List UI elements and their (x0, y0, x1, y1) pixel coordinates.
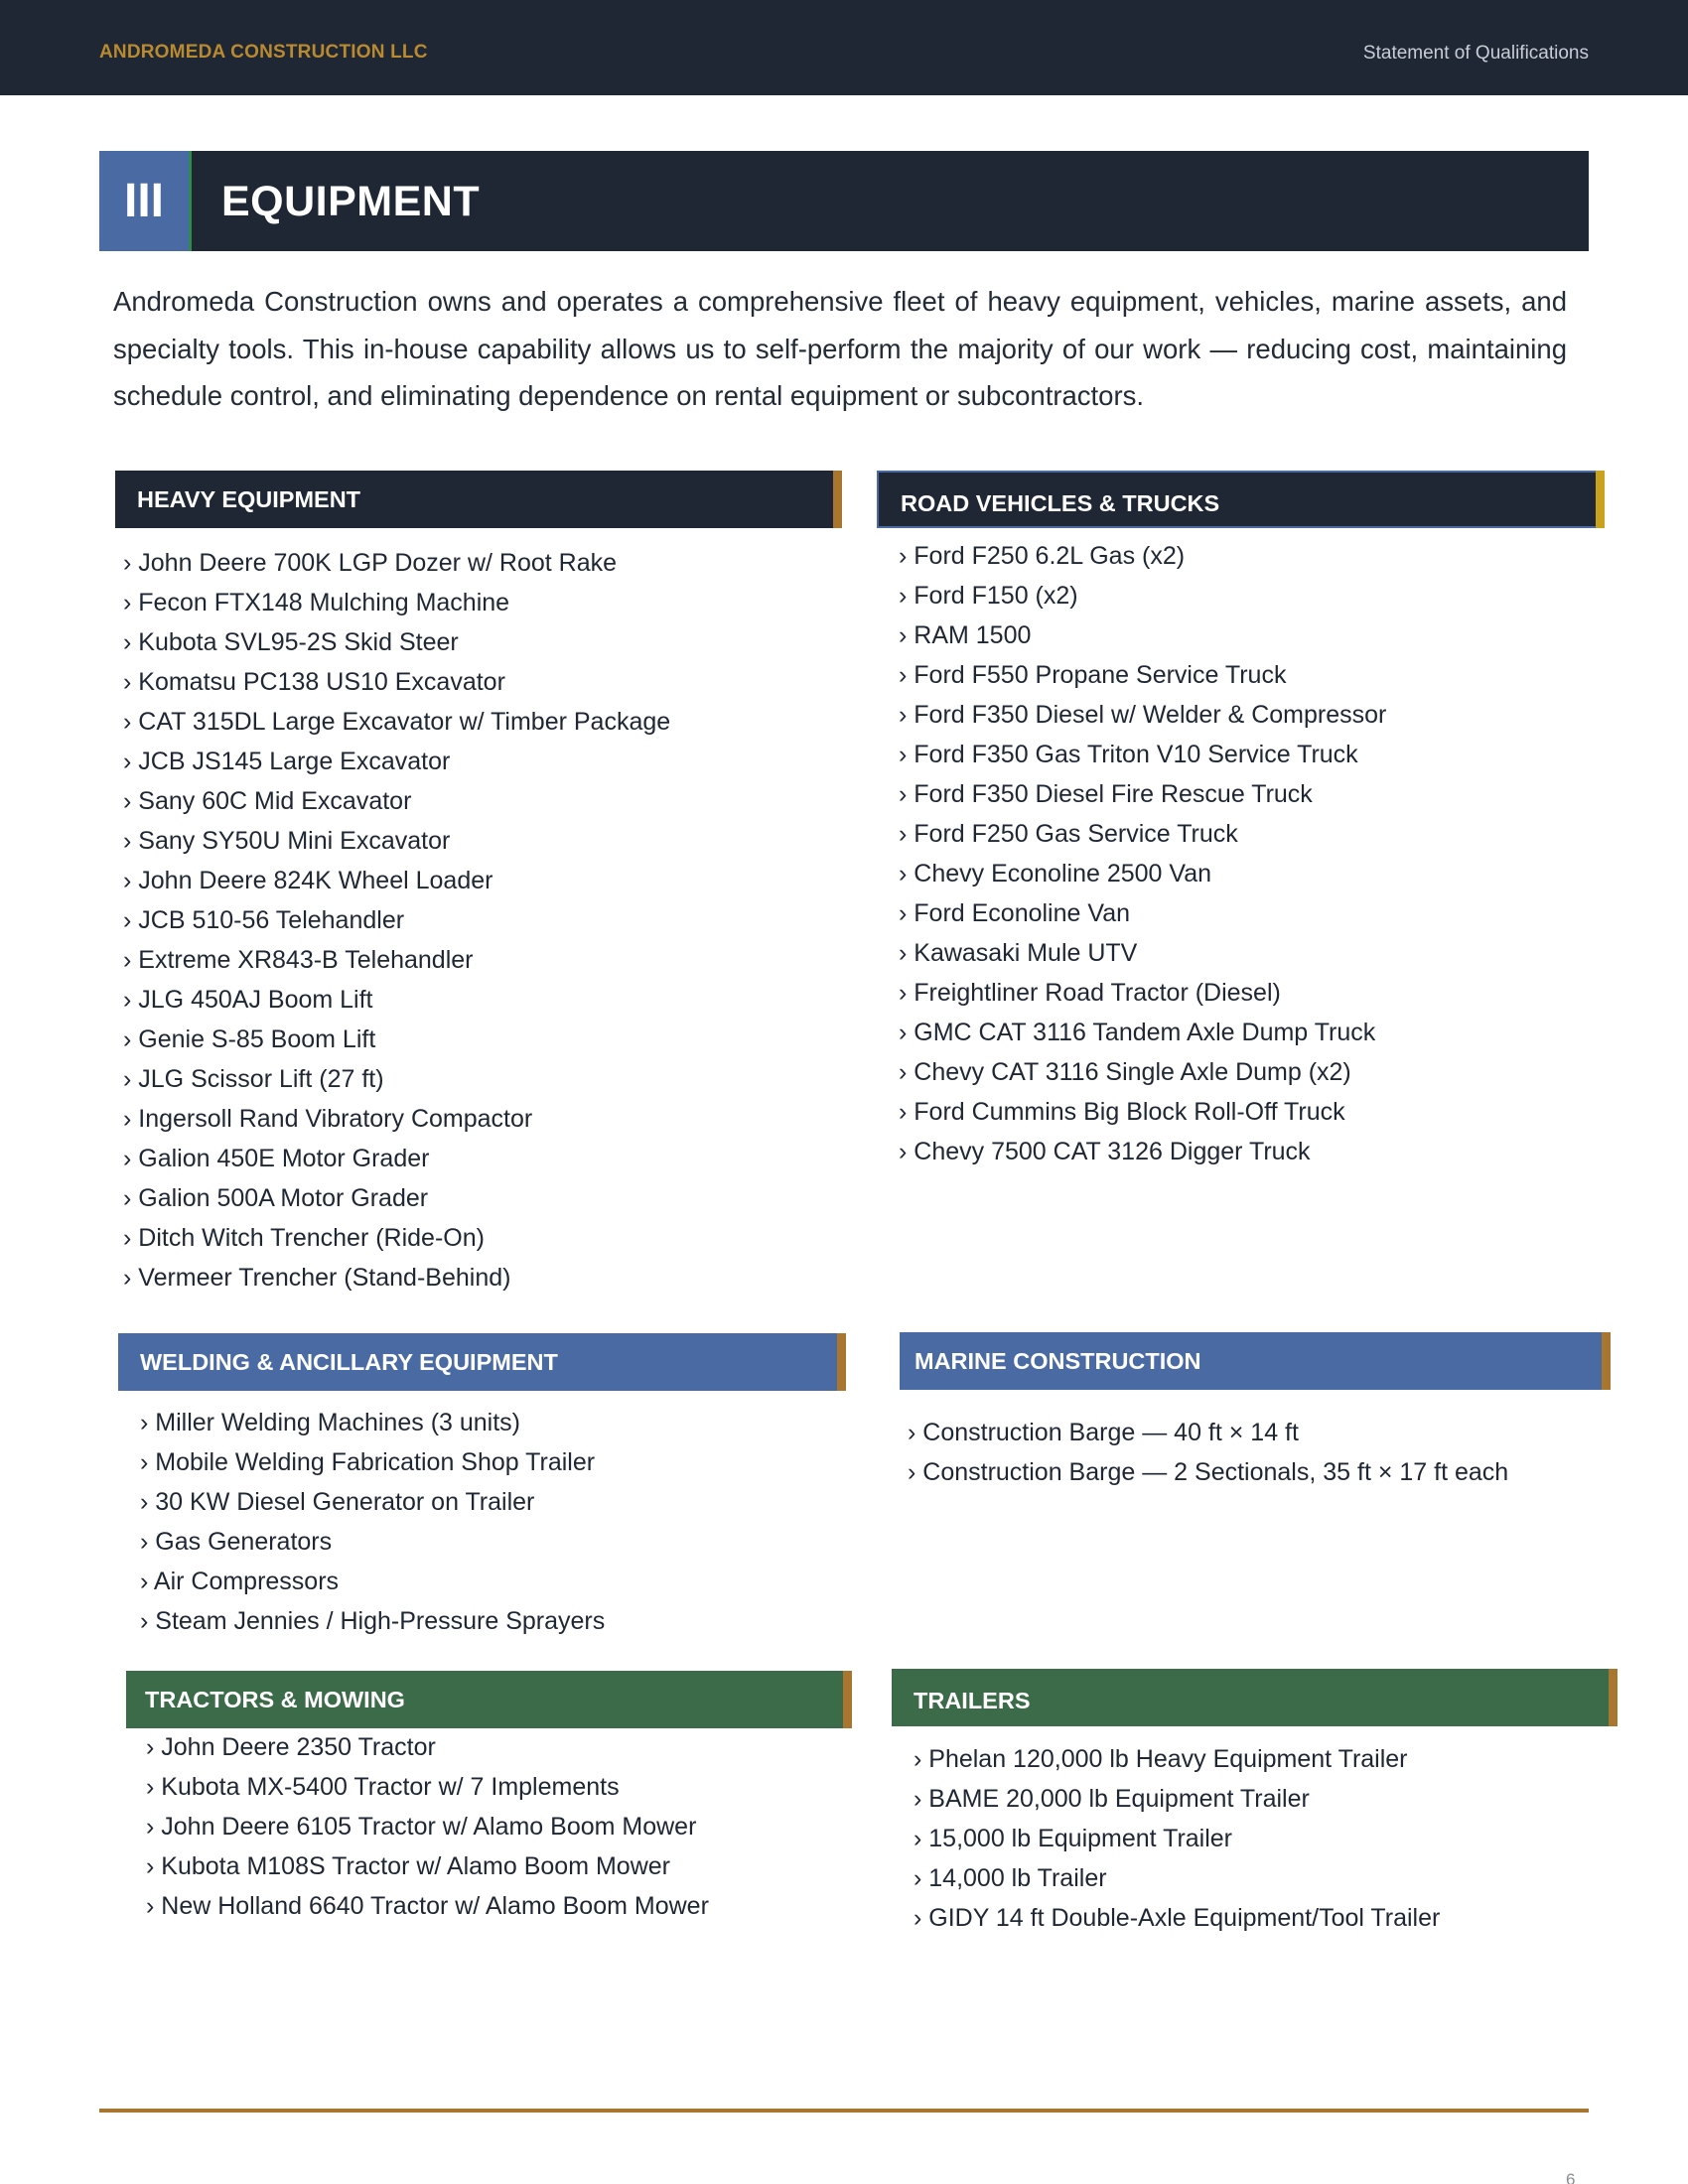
section-heading (99, 151, 1589, 251)
header-accent (843, 1671, 852, 1728)
list-item: › Mobile Welding Fabrication Shop Trailer (140, 1448, 596, 1476)
marine-list (908, 1413, 1508, 1492)
header-accent (833, 471, 842, 528)
welding-title: WELDING & ANCILLARY EQUIPMENT (140, 1348, 558, 1375)
list-item: › Phelan 120,000 lb Heavy Equipment Trailer (914, 1745, 1408, 1773)
trailers-header (892, 1669, 1618, 1726)
list-item: › Chevy Econoline 2500 Van (899, 860, 1212, 887)
section-title: EQUIPMENT (221, 178, 481, 225)
list-item: › Genie S-85 Boom Lift (123, 1025, 376, 1053)
section-number: III (99, 151, 189, 251)
list-item: › Ford F250 6.2L Gas (x2) (899, 542, 1186, 570)
list-item: › John Deere 6105 Tractor w/ Alamo Boom Mower (146, 1813, 697, 1841)
list-item: › CAT 315DL Large Excavator w/ Timber Package (123, 708, 671, 736)
list-item: › Freightliner Road Tractor (Diesel) (899, 979, 1281, 1007)
list-item: › Miller Welding Machines (3 units) (140, 1409, 520, 1436)
list-item: › Construction Barge — 2 Sectionals, 35 ft × 17 ft each (908, 1458, 1509, 1486)
section-number-divider (189, 151, 192, 251)
header-accent (837, 1333, 846, 1391)
list-item: › New Holland 6640 Tractor w/ Alamo Boom Mower (146, 1892, 709, 1920)
list-item: › 14,000 lb Trailer (914, 1864, 1107, 1892)
list-item: › Ford F150 (x2) (899, 582, 1078, 610)
header-accent (1596, 471, 1605, 528)
list-item: › JLG 450AJ Boom Lift (123, 986, 373, 1014)
list-item: › John Deere 700K LGP Dozer w/ Root Rake (123, 549, 618, 577)
list-item: › John Deere 824K Wheel Loader (123, 867, 493, 894)
list-item: › GIDY 14 ft Double-Axle Equipment/Tool Trailer (914, 1904, 1441, 1932)
page-number: 6 (1566, 2170, 1576, 2184)
welding-list (140, 1403, 605, 1641)
document-title: Statement of Qualifications (1362, 43, 1589, 64)
list-item: › Galion 500A Motor Grader (123, 1184, 429, 1212)
list-item: › Air Compressors (140, 1568, 340, 1595)
list-item: › JLG Scissor Lift (27 ft) (123, 1065, 384, 1093)
road-vehicles-list (899, 536, 1386, 1171)
list-item: › Ditch Witch Trencher (Ride-On) (123, 1224, 485, 1252)
list-item: › Ford F350 Diesel w/ Welder & Compressor (899, 701, 1387, 729)
marine-header (900, 1332, 1611, 1390)
list-item: › Kubota SVL95-2S Skid Steer (123, 628, 459, 656)
intro-paragraph: Andromeda Construction owns and operates a comprehensive fleet of heavy equipment, vehicles, marine assets, and specialty tools. This in-house capability allows us to self-perform the majority of our work — reducing cost, maintaining schedule control, and eliminating dependence on rental equipment or subcontractors. (113, 286, 1567, 411)
list-item: › Steam Jennies / High-Pressure Sprayers (140, 1607, 606, 1635)
list-item: › Ford F250 Gas Service Truck (899, 820, 1238, 848)
trailers-list (914, 1739, 1440, 1938)
list-item: › Chevy 7500 CAT 3126 Digger Truck (899, 1138, 1311, 1165)
list-item: › GMC CAT 3116 Tandem Axle Dump Truck (899, 1019, 1376, 1046)
welding-header (118, 1333, 846, 1391)
footer-rule (99, 2109, 1589, 2113)
list-item: › Sany 60C Mid Excavator (123, 787, 412, 815)
list-item: › Kawasaki Mule UTV (899, 939, 1138, 967)
heavy-equipment-list (123, 543, 670, 1297)
list-item: › Ingersoll Rand Vibratory Compactor (123, 1105, 533, 1133)
road-vehicles-title: ROAD VEHICLES & TRUCKS (901, 489, 1220, 516)
list-item: › Gas Generators (140, 1528, 333, 1556)
list-item: › John Deere 2350 Tractor (146, 1733, 436, 1761)
list-item: › RAM 1500 (899, 621, 1032, 649)
list-item: › JCB JS145 Large Excavator (123, 748, 451, 775)
company-name: ANDROMEDA CONSTRUCTION LLC (99, 42, 428, 63)
header-accent (1602, 1332, 1611, 1390)
list-item: › Kubota M108S Tractor w/ Alamo Boom Mower (146, 1852, 670, 1880)
list-item: › 30 KW Diesel Generator on Trailer (140, 1488, 535, 1516)
list-item: › Sany SY50U Mini Excavator (123, 827, 451, 855)
list-item: › Ford F350 Diesel Fire Rescue Truck (899, 780, 1313, 808)
list-item: › Construction Barge — 40 ft × 14 ft (908, 1419, 1299, 1446)
list-item: › JCB 510-56 Telehandler (123, 906, 405, 934)
heavy-equipment-header (115, 471, 842, 528)
list-item: › 15,000 lb Equipment Trailer (914, 1825, 1233, 1852)
list-item: › Extreme XR843-B Telehandler (123, 946, 474, 974)
list-item: › Komatsu PC138 US10 Excavator (123, 668, 505, 696)
header-accent (1609, 1669, 1618, 1726)
list-item: › Ford Econoline Van (899, 899, 1130, 927)
list-item: › Fecon FTX148 Mulching Machine (123, 589, 510, 616)
marine-title: MARINE CONSTRUCTION (914, 1347, 1201, 1374)
list-item: › Galion 450E Motor Grader (123, 1145, 430, 1172)
list-item: › Ford Cummins Big Block Roll-Off Truck (899, 1098, 1345, 1126)
heavy-equipment-title: HEAVY EQUIPMENT (137, 485, 361, 512)
road-vehicles-header (877, 471, 1605, 528)
list-item: › Ford F550 Propane Service Truck (899, 661, 1287, 689)
list-item: › Ford F350 Gas Triton V10 Service Truck (899, 741, 1358, 768)
list-item: › Chevy CAT 3116 Single Axle Dump (x2) (899, 1058, 1351, 1086)
trailers-title: TRAILERS (914, 1687, 1031, 1713)
list-item: › BAME 20,000 lb Equipment Trailer (914, 1785, 1310, 1813)
tractors-header (126, 1671, 852, 1728)
list-item: › Vermeer Trencher (Stand-Behind) (123, 1264, 511, 1292)
top-header-bar (0, 0, 1688, 95)
tractors-list (146, 1727, 709, 1926)
list-item: › Kubota MX-5400 Tractor w/ 7 Implements (146, 1773, 620, 1801)
tractors-title: TRACTORS & MOWING (145, 1686, 405, 1712)
